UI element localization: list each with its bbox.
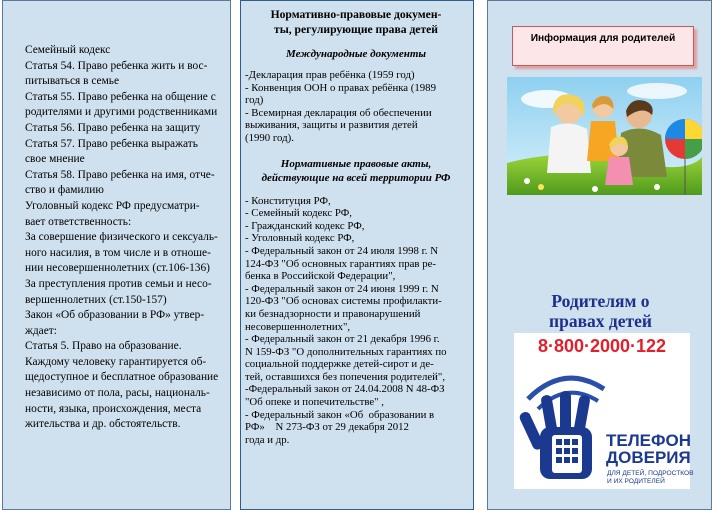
helpline-name: ТЕЛЕФОН ДОВЕРИЯ	[606, 431, 691, 467]
russian-acts-list: - Конституция РФ, - Семейный кодекс РФ, - Гражданский кодекс РФ, - Уголовный кодекс РФ, - Федеральный закон от 24 июля 1998 г. N 124-ФЗ "Об основных гарантиях прав ре- бенка в Российской Федерации", - Федеральный закон от 24 июня 1999 г. N 120-ФЗ "Об основах системы профилакти- ки безнадзорности и правонарушений несовершеннолетних", - Федеральный закон от 21 декабря 1996 г. N 159-ФЗ "О дополнительных гарантиях по социальной поддержке детей-сирот и де- тей, оставшихся без попечения родителей", -Федеральный закон от 24.04.2008 N 48-ФЗ "Об опеке и попечительстве" , - Федеральный закон «Об образовании в РФ» N 273-ФЗ от 29 декабря 2012 года и др.	[245, 194, 447, 446]
text-line: Статья 57. Право ребенка выражать	[25, 137, 198, 150]
text-line: ности, языка, происхождения, места	[25, 402, 202, 415]
text-line: Статья 56. Право ребенка на защиту	[25, 121, 201, 134]
text-line: вершеннолетних (ст.150-157)	[25, 293, 167, 306]
text-line: ждает:	[25, 324, 57, 337]
text-line: независимо от пола, расы, националь-	[25, 387, 210, 400]
helpline-phone-number: 8·800·2000·122	[537, 336, 667, 356]
text-line: Каждому человеку гарантируется об-	[25, 355, 207, 368]
text-line: нии несовершеннолетних (ст.106-136)	[25, 262, 210, 275]
text-line: свое мнение	[25, 153, 85, 166]
international-docs-heading: Международные документы	[285, 48, 427, 60]
text-line: вает ответственность:	[25, 215, 132, 228]
text-line: ство и фамилию	[25, 184, 104, 197]
text-line: За преступления против семьи и несо-	[25, 277, 212, 290]
family-illustration	[507, 77, 702, 195]
international-docs-list: -Декларация прав ребёнка (1959 год) - Конвенция ООН о правах ребёнка (1989 год) - Всемирная декларация об обеспечении выживания, защиты и развития детей (1990 год).	[245, 69, 436, 144]
text-line: Статья 58. Право ребенка на имя, отче-	[25, 168, 215, 181]
text-line: Статья 55. Право ребенка на общение с	[25, 90, 216, 103]
right-panel	[487, 0, 712, 510]
info-for-parents-box: Информация для родителей	[512, 26, 694, 66]
text-line: ного насилия, в том числе и в отноше-	[25, 246, 211, 259]
middle-panel	[240, 0, 474, 510]
helpline-logo	[514, 333, 694, 489]
russian-acts-heading: Нормативные правовые акты, действующие на всей территории РФ	[261, 157, 451, 184]
text-line: жительства и др. обстоятельств.	[25, 418, 181, 431]
text-line: Закон «Об образовании в РФ» утвер-	[25, 309, 205, 322]
left-panel	[2, 0, 231, 510]
heading-main: Родителям о правах детей	[549, 291, 652, 331]
helpline-subtitle: ДЛЯ ДЕТЕЙ, ПОДРОСТКОВ И ИХ РОДИТЕЛЕЙ	[607, 470, 694, 485]
text-line: питываться в семье	[25, 75, 120, 88]
text-line: родителями и другими родственниками	[25, 106, 218, 119]
text-line: щедоступное и бесплатное образование	[25, 371, 219, 384]
text-line: За совершение физического и сексуаль-	[25, 231, 218, 244]
text-line: Статья 5. Право на образование.	[25, 340, 182, 353]
text-line: Статья 54. Право ребенка жить и вос-	[25, 59, 208, 72]
hand-icon	[518, 359, 610, 485]
family-code-text	[25, 43, 230, 433]
text-line: Семейный кодекс	[25, 44, 111, 56]
documents-title: Нормативно-правовые докумен- ты, регулирующие права детей	[270, 8, 442, 36]
text-line: Уголовный кодекс РФ предусматри-	[25, 199, 200, 212]
